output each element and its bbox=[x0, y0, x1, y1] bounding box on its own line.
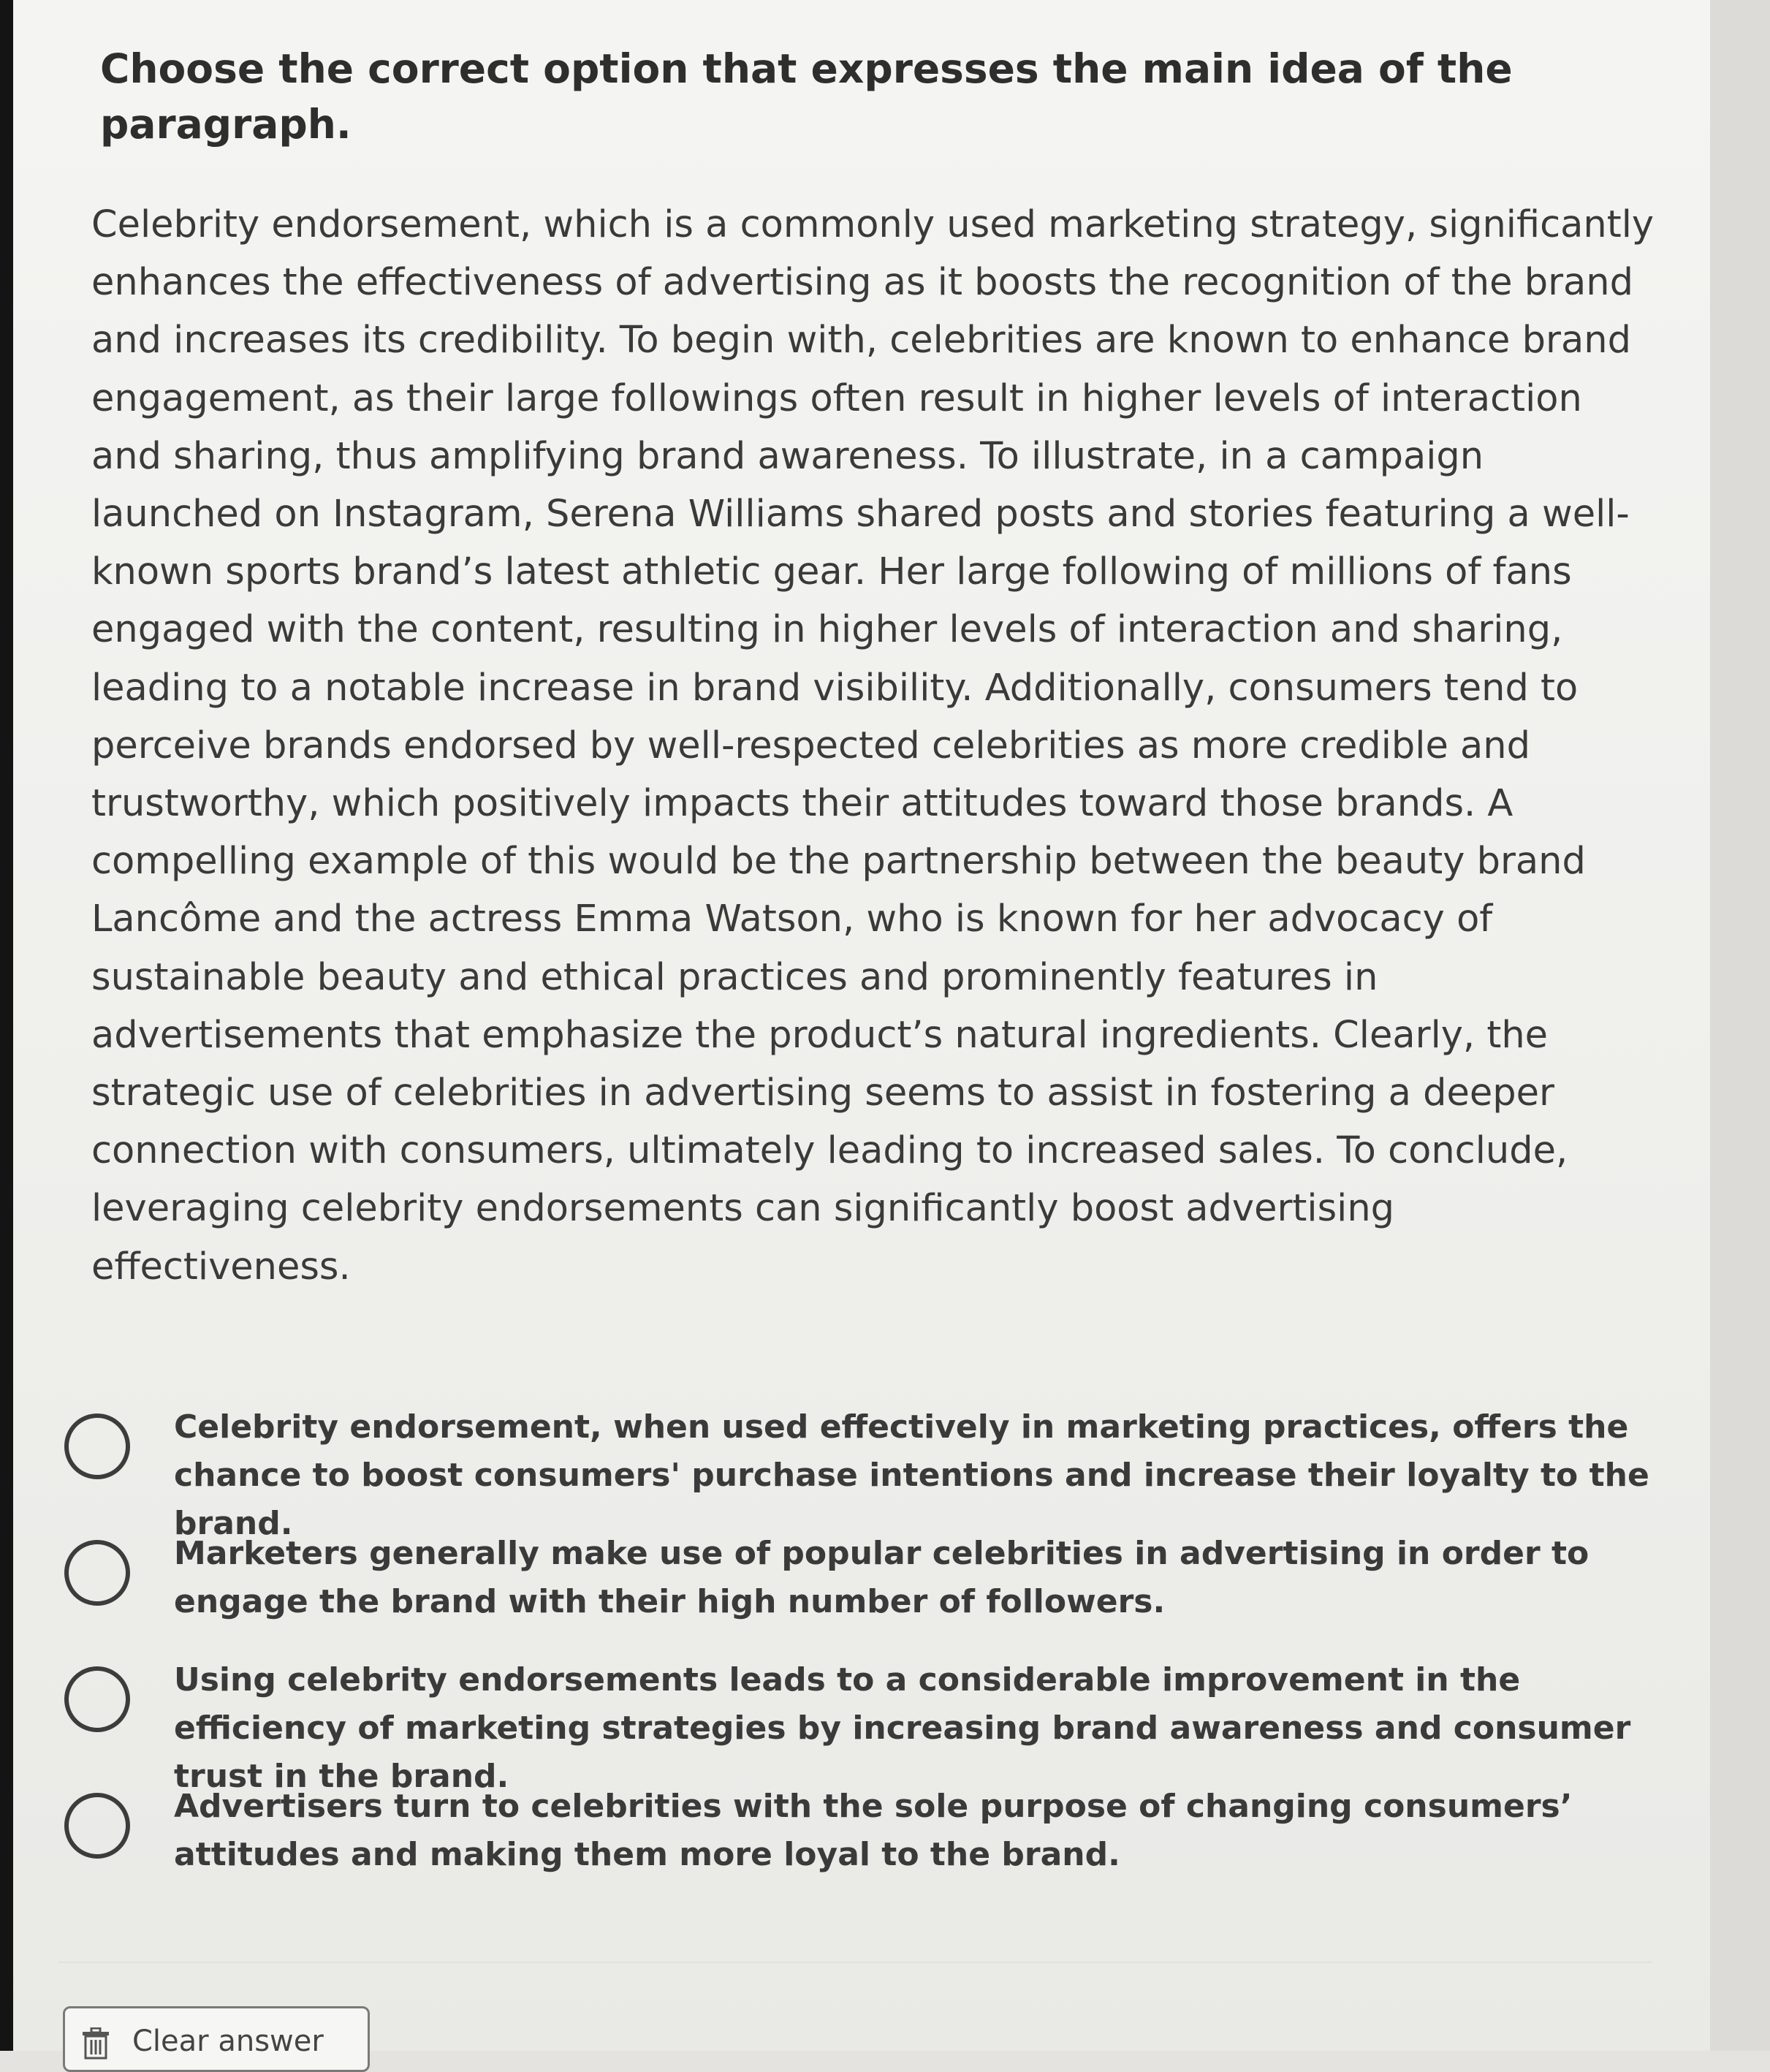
answer-option-3[interactable] bbox=[58, 1656, 1666, 1795]
answer-option-2[interactable] bbox=[58, 1530, 1666, 1656]
radio-button[interactable] bbox=[64, 1666, 130, 1732]
right-margin bbox=[1710, 0, 1770, 2051]
radio-button[interactable] bbox=[64, 1413, 130, 1479]
answer-option-1[interactable] bbox=[58, 1403, 1666, 1542]
question-prompt: Choose the correct option that expresses the main idea of the paragraph. bbox=[100, 45, 1513, 148]
screen-bezel bbox=[0, 0, 13, 2051]
answer-option-4[interactable] bbox=[58, 1783, 1666, 1909]
clear-answer-button[interactable] bbox=[63, 2006, 370, 2072]
answer-option-label: Advertisers turn to celebrities with the sole purpose of changing consumers’ attitudes and making them more loyal to the brand. bbox=[174, 1788, 1573, 1873]
passage-text: Celebrity endorsement, which is a commonly used marketing strategy, significantly enhances the effectiveness of advertising as it boosts the recognition of the brand and increases its credibility. To begin with, celebrities are known to enhance brand engagement, as their large followings often result in higher levels of interaction and sharing, thus amplifying brand awareness. To illustrate, in a campaign launched on Instagram, Serena Williams shared posts and stories featuring a well-known sports brand’s latest athletic gear. Her large following of millions of fans engaged with the content, resulting in higher levels of interaction and sharing, leading to a notable increase in brand visibility. Additionally, consumers tend to perceive brands endorsed by well-respected celebrities as more credible and trustworthy, which positively impacts their attitudes toward those brands. A compelling example of this would be the partnership between the beauty brand Lancôme and the actress Emma Watson, who is known for her advocacy of sustainable beauty and ethical practices and prominently features in advertisements that emphasize the product’s natural ingredients. Clearly, the strategic use of celebrities in advertising seems to assist in fostering a deeper connection with consumers, ultimately leading to increased sales. To conclude, leveraging celebrity endorsements can significantly boost advertising effectiveness. bbox=[91, 203, 1655, 1289]
answer-option-label: Celebrity endorsement, when used effectively in marketing practices, offers the chance to boost consumers' purchase intentions and increase their loyalty to the brand. bbox=[174, 1408, 1649, 1542]
trash-icon bbox=[80, 2027, 112, 2060]
radio-button[interactable] bbox=[64, 1793, 130, 1859]
answer-option-label: Marketers generally make use of popular celebrities in advertising in order to engage the brand with their high number of followers. bbox=[174, 1535, 1589, 1620]
radio-button[interactable] bbox=[64, 1540, 130, 1606]
clear-answer-label: Clear answer bbox=[132, 2024, 324, 2058]
divider bbox=[58, 1962, 1652, 1963]
answer-options bbox=[58, 1403, 1666, 1909]
answer-option-label: Using celebrity endorsements leads to a considerable improvement in the efficiency of marketing strategies by increasing brand awareness and consumer trust in the brand. bbox=[174, 1661, 1631, 1795]
